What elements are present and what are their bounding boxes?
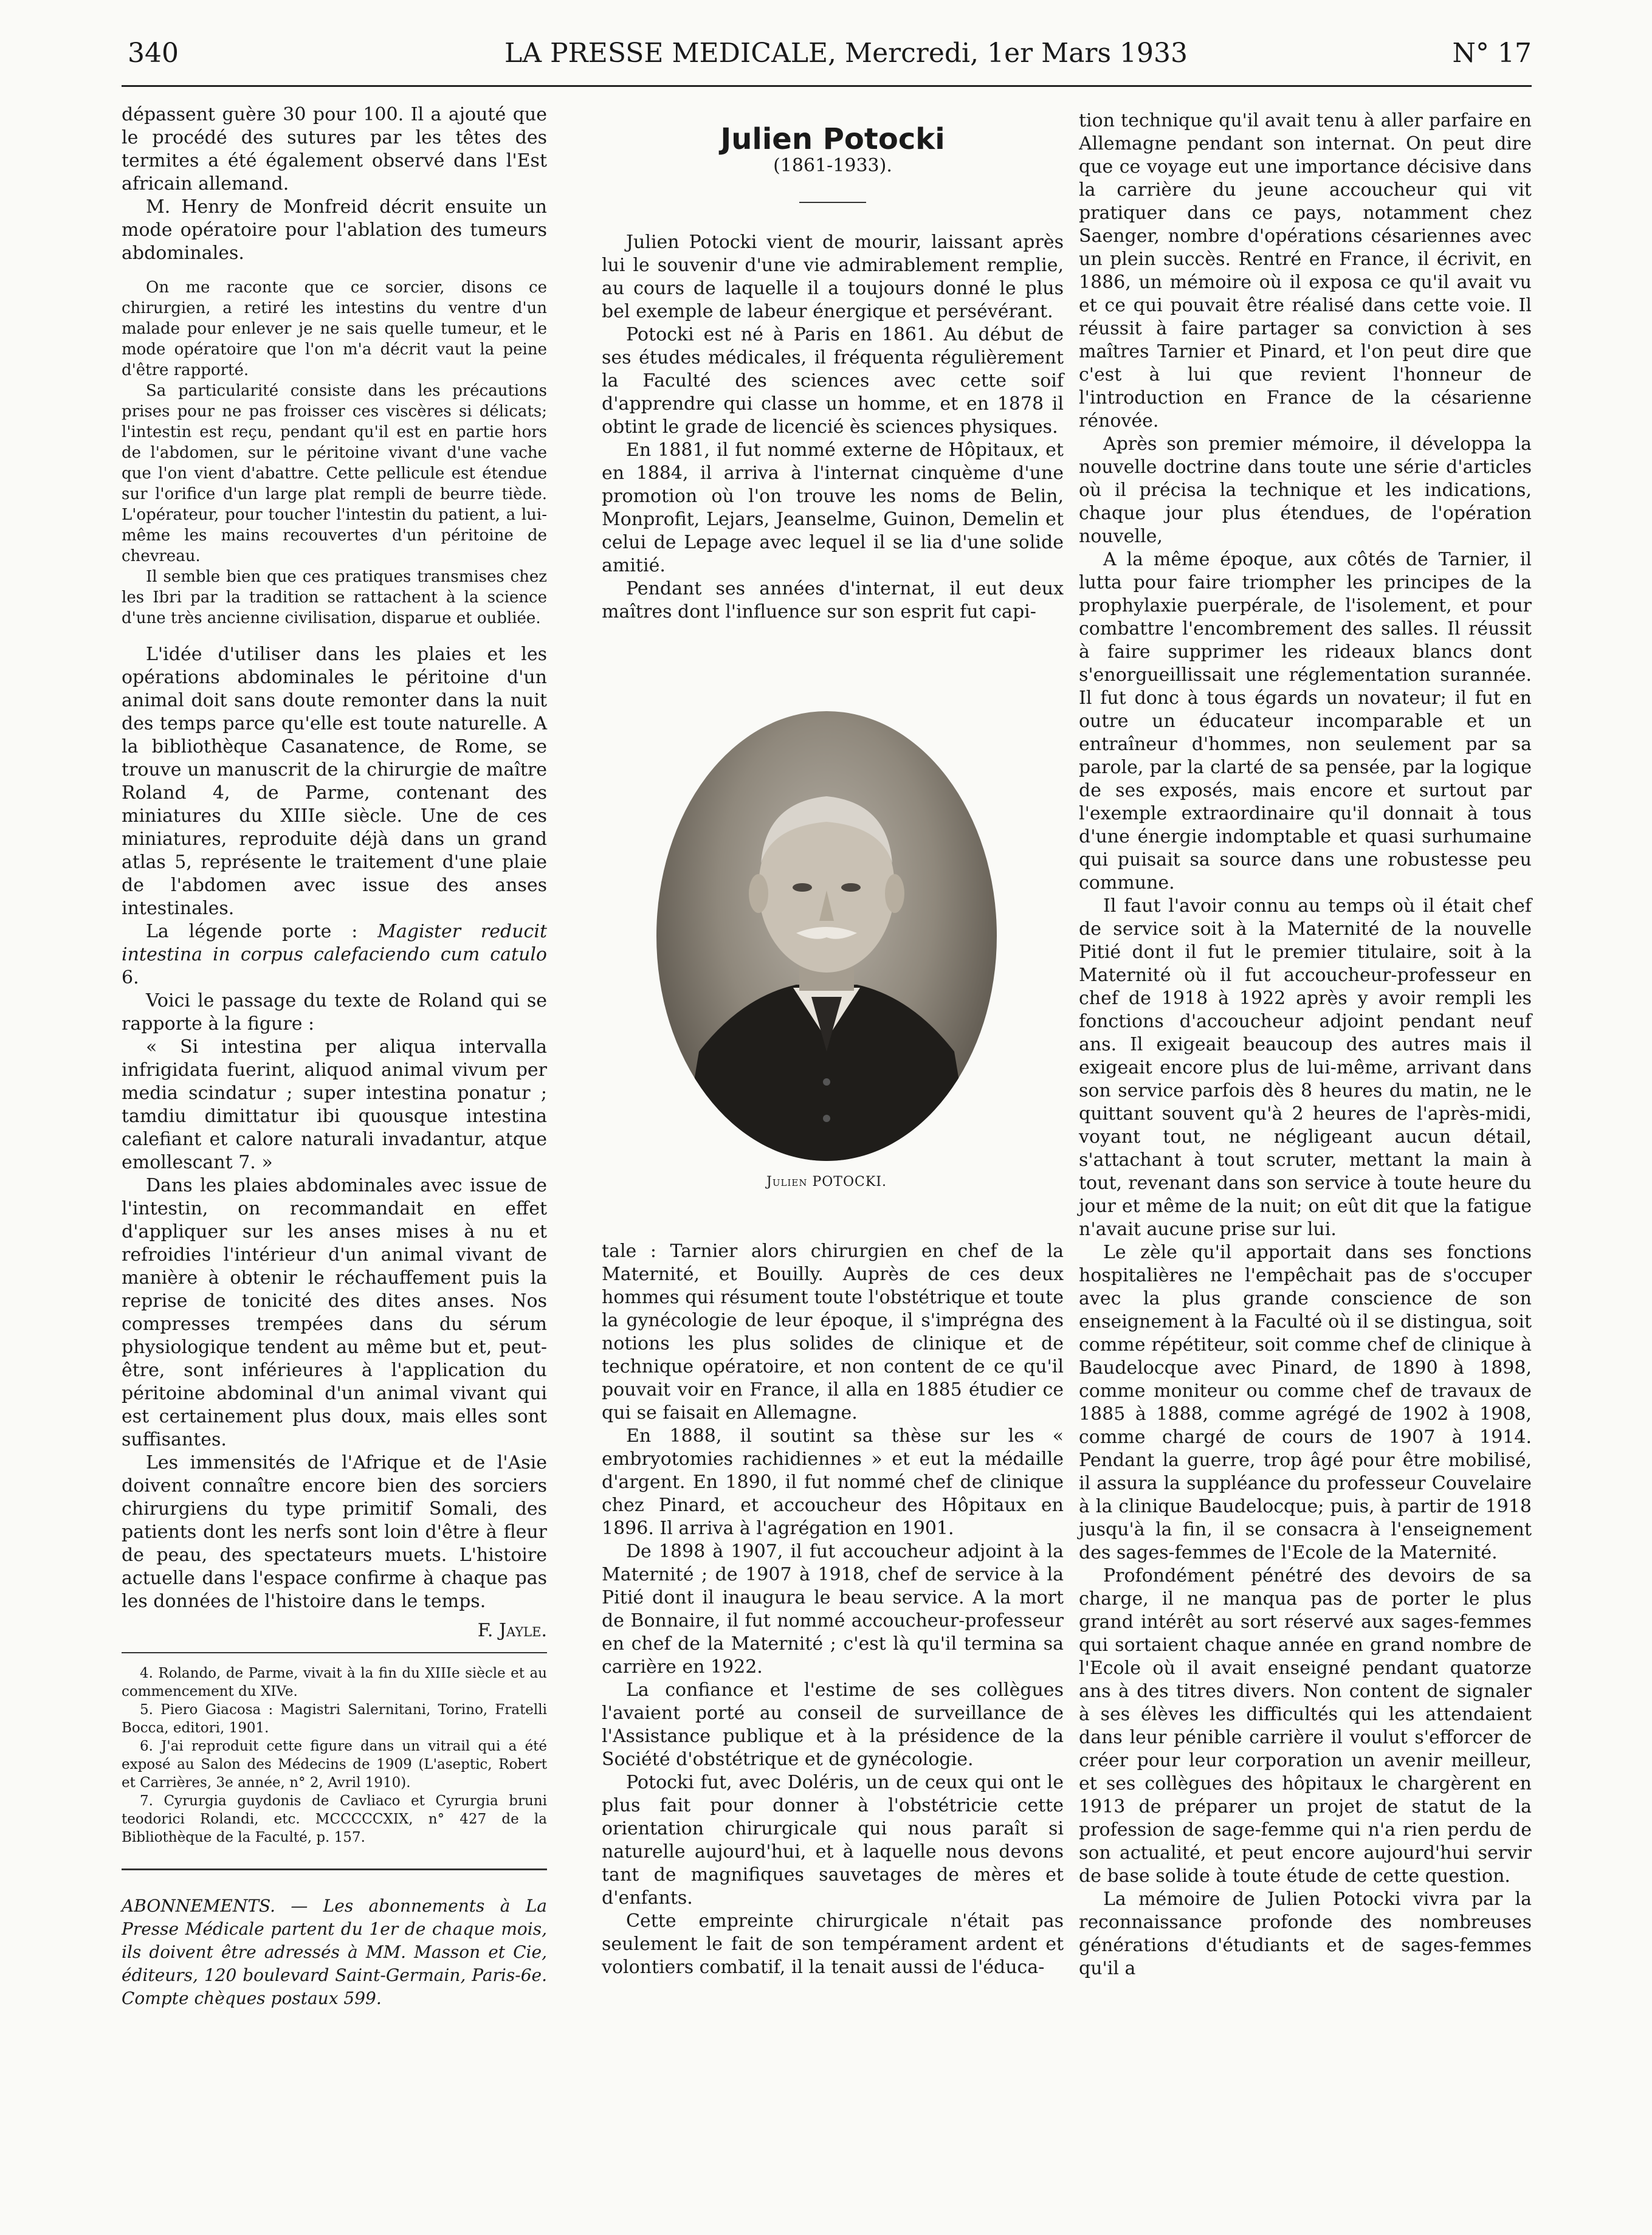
issue-number: N° 17	[1452, 38, 1532, 69]
paragraph: tion technique qu'il avait tenu à aller parfaire en Allemagne pendant son internat. On peut dire que ce voyage eut une importance décisive dans la carrière du jeune accoucheur qui vit pratiquer dans ce pays, notamment chez Saenger, nombre d'opérations césariennes avec un plein succès. Rentré en France, il écrivit, en 1886, un mémoire où il exposa ce qu'il avait vu et ce qui pouvait être réalisé dans cette voie. Il réussit à faire partager sa conviction à ses maîtres Tarnier et Pinard, et l'on peut dire que c'est à lui que revient l'honneur de l'introduction en France de la césarienne rénovée.	[1079, 110, 1532, 432]
paragraph: Potocki est né à Paris en 1861. Au début de ses études médicales, il fréquenta régulièrement la Faculté des sciences avec cette soif d'apprendre qui classe un homme, et en 1878 il obtint le grade de licencié ès sciences physiques.	[602, 324, 1064, 438]
paragraph: De 1898 à 1907, il fut accoucheur adjoint à la Maternité ; de 1907 à 1918, chef de service à la Pitié dont il inaugura le beau service. A la mort de Bonnaire, il fut nommé accoucheur-professeur en chef de la Maternité ; c'est là qu'il termina sa carrière en 1922.	[602, 1541, 1064, 1678]
title-rule	[799, 202, 866, 203]
paragraph: En 1881, il fut nommé externe de Hôpitaux, et en 1884, il arriva à l'internat cinquème d'une promotion où l'on trouve les noms de Belin, Monprofit, Lejars, Jeanselme, Guinon, Demelin et celui de Lepage avec lequel il se lia d'une solide amitié.	[602, 439, 1064, 576]
paragraph: tale : Tarnier alors chirurgien en chef de la Maternité, et Bouilly. Auprès de ces deux hommes qui résument toute l'obstétrique et toute la gynécologie de leur époque, il s'imprégna des notions les plus solides de clinique et de technique opératoire, et non content de ce qu'il pouvait voir en France, il alla en 1885 étudier ce qui se faisait en Allemagne.	[602, 1241, 1064, 1424]
column-middle-lower	[602, 1240, 1064, 1979]
journal-title: LA PRESSE MEDICALE, Mercredi, 1er Mars 1933	[504, 38, 1188, 69]
paragraph: Cette empreinte chirurgicale n'était pas seulement le fait de son tempérament ardent et volontiers combatif, il la tenait aussi de l'éduca-	[602, 1910, 1064, 1978]
paragraph: L'idée d'utiliser dans les plaies et les opérations abdominales le péritoine d'un animal doit sans doute remonter dans la nuit des temps parce qu'elle est toute naturelle. A la bibliothèque Casanatence, de Rome, se trouve un manuscrit de la chirurgie de maître Roland 4, de Parme, contenant des miniatures du XIIIe siècle. Une de ces miniatures, reproduite déjà dans un grand atlas 5, représente le traitement d'une plaie de l'abdomen avec issue des anses intestinales.	[122, 644, 547, 919]
column-right	[1079, 109, 1532, 2103]
page-number: 340	[128, 38, 179, 69]
paragraph: Voici le passage du texte de Roland qui se rapporte à la figure :	[122, 990, 547, 1035]
paragraph: En 1888, il soutint sa thèse sur les « embryotomies rachidiennes » et eut la médaille d'argent. En 1890, il fut nommé chef de clinique chez Pinard, et accoucheur des Hôpitaux en 1896. Il arriva à l'agrégation en 1901.	[602, 1425, 1064, 1539]
paragraph: M. Henry de Monfreid décrit ensuite un mode opératoire pour l'ablation des tumeurs abdominales.	[122, 196, 547, 264]
footnote: 6. J'ai reproduit cette figure dans un vitrail qui a été exposé au Salon des Médecins de 1909 (L'aseptic, Robert et Carrières, 3e année, n° 2, Avril 1910).	[122, 1738, 547, 1791]
paragraph: Il faut l'avoir connu au temps où il était chef de service soit à la Maternité de la nouvelle Pitié dont il fut le premier titulaire, soit à la Maternité où il fut accoucheur-professeur en chef de 1918 à 1922 après y avoir rempli les fonctions d'accoucheur adjoint pendant neuf ans. Il exigeait beaucoup des autres mais il exigeait encore plus de lui-même, arrivant dans son service parfois dès 8 heures du matin, ne le quittant souvent qu'à 2 heures de l'après-midi, voyant tout, ne négligeant aucun détail, s'attachant à tout scruter, mettant la main à tout, revenant dans son service à toute heure du jour et même de la nuit; on eût dit que la fatigue n'avait aucune prise sur lui.	[1079, 895, 1532, 1240]
obituary-dates: (1861-1933).	[773, 155, 892, 176]
quote-paragraph: On me raconte que ce sorcier, disons ce chirurgien, a retiré les intestins du ventre d'un malade pour enlever je ne sais quelle tumeur, et le mode opératoire que l'on m'a décrit vaut la peine d'être rapporté.	[122, 278, 547, 379]
column-left	[122, 103, 547, 2109]
obituary-title: Julien Potocki	[720, 122, 945, 156]
paragraph: Les immensités de l'Afrique et de l'Asie doivent connaître encore bien des sorciers chirurgiens du type primitif Somali, des patients dont les nerfs sont loin d'être à fleur de peau, des spectateurs muets. L'histoire actuelle dans l'espace confirme à chaque pas les données de l'histoire dans le temps.	[122, 1452, 547, 1612]
paragraph: Potocki fut, avec Doléris, un de ceux qui ont le plus fait pour donner à l'obstétricie cette orientation chirurgicale qui nous paraît si naturelle aujourd'hui, et à laquelle nous devons tant de magnifiques sauvetages de mères et d'enfants.	[602, 1772, 1064, 1909]
portrait-caption: Julien POTOCKI.	[766, 1174, 887, 1190]
paragraph: Profondément pénétré des devoirs de sa charge, il ne manqua pas de porter le plus grand intérêt au sort réservé aux sages-femmes qui sortaient chaque année en grand nombre de l'Ecole où il avait enseigné pendant quatorze ans à des titres divers. Non content de signaler à ses élèves les difficultés qui les attendaient dans leur pénible carrière il voulut s'efforcer de créer pour leur corporation un avenir meilleur, et ses collègues des hôpitaux le chargèrent en 1913 de préparer un projet de statut de la profession de sage-femme qui n'a rien perdu de son actualité, et peut encore aujourd'hui servir de base solide à toute étude de cette question.	[1079, 1565, 1532, 1887]
footnote: 5. Piero Giacosa : Magistri Salernitani, Torino, Fratelli Bocca, editori, 1901.	[122, 1702, 547, 1736]
paragraph: « Si intestina per aliqua intervalla infrigidata fuerint, aliquod animal vivum per media scindatur ; super intestina ponatur ; tamdiu dimittatur ibi quousque intestina calefiant et calore naturali invadantur, atque emollescant 7. »	[122, 1036, 547, 1173]
paragraph: La confiance et l'estime de ses collègues l'avaient porté au conseil de surveillance de l'Assistance publique et à la présidence de la Société d'obstétrique et de gynécologie.	[602, 1679, 1064, 1770]
paragraph: La légende porte : Magister reducit intestina in corpus calefaciendo cum catulo 6.	[122, 921, 548, 988]
notes-divider	[122, 1652, 547, 1653]
abonnements-divider	[122, 1868, 547, 1870]
portrait-photo	[656, 711, 997, 1161]
paragraph: Le zèle qu'il apportait dans ses fonctions hospitalières ne l'empêchait pas de s'occuper avec la plus grande conscience de son enseignement à la Faculté où il se distingua, soit comme répétiteur, soit comme chef de clinique à Baudelocque avec Pinard, de 1890 à 1898, comme moniteur ou comme chef de travaux de 1885 à 1888, comme agrégé de 1902 à 1908, comme chargé de cours de 1907 à 1914. Pendant la guerre, trop âgé pour être mobilisé, il assura la suppléance du professeur Couvelaire à la clinique Baudelocque; puis, à partir de 1918 jusqu'à la fin, il se consacra à l'enseignement des sages-femmes de l'Ecole de la Maternité.	[1079, 1242, 1532, 1563]
paragraph: Julien Potocki vient de mourir, laissant après lui le souvenir d'une vie admirablement remplie, au cours de laquelle il a toujours donné le plus bel exemple de labeur énergique et persévérant.	[602, 232, 1064, 322]
page-header	[128, 38, 1532, 86]
author-signature: F. Jayle.	[477, 1620, 547, 1641]
paragraph: dépassent guère 30 pour 100. Il a ajouté que le procédé des sutures par les têtes des termites a été également observé dans l'Est africain allemand.	[122, 104, 547, 195]
quote-paragraph: Sa particularité consiste dans les précautions prises pour ne pas froisser ces viscères si délicats; l'intestin est reçu, pendant qu'il est en partie hors de l'abdomen, sur le péritoine vivant d'une vache que l'on vient d'abattre. Cette pellicule est étendue sur l'orifice d'un large plat rempli de beurre tiède. L'opérateur, pour toucher l'intestin du patient, a lui-même les mains recouvertes d'un péritoine de chevreau.	[122, 382, 547, 565]
paragraph: Dans les plaies abdominales avec issue de l'intestin, on recommandait en effet d'appliquer sur les anses mises à nu et refroidies l'intérieur d'un animal vivant de manière à obtenir le réchauffement puis la reprise de tonicité des dites anses. Nos compresses trempées dans du sérum physiologique tendent au même but et, peut-être, sont inférieures à l'application du péritoine abdominal d'un animal vivant qui est certainement plus doux, mais elles sont suffisantes.	[122, 1175, 547, 1450]
footnotes	[122, 1664, 547, 1847]
abonnements-notice: ABONNEMENTS. — Les abonnements à La Presse Médicale partent du 1er de chaque mois, ils doivent être adressés à MM. Masson et Cie, éditeurs, 120 boulevard Saint-Germain, Paris-6e. Compte chèques postaux 599.	[122, 1896, 547, 2008]
footnote: 7. Cyrurgia guydonis de Cavliaco et Cyrurgia bruni teodorici Rolandi, etc. MCCCCCXIX, n° 427 de la Bibliothèque de la Faculté, p. 157.	[122, 1793, 547, 1845]
paragraph: Pendant ses années d'internat, il eut deux maîtres dont l'influence sur son esprit fut capi-	[602, 578, 1064, 622]
quote-paragraph: Il semble bien que ces pratiques transmises chez les Ibri par la tradition se rattachent à la science d'une très ancienne civilisation, disparue et oubliée.	[122, 568, 547, 627]
paragraph: Après son premier mémoire, il développa la nouvelle doctrine dans toute une série d'articles où il précisa la technique et les indications, chaque jour plus étendues, de l'opération nouvelle,	[1079, 433, 1532, 547]
footnote: 4. Rolando, de Parme, vivait à la fin du XIIIe siècle et au commencement du XIVe.	[122, 1665, 547, 1699]
paragraph: A la même époque, aux côtés de Tarnier, il lutta pour faire triompher les principes de la prophylaxie puerpérale, de l'isolement, et pour combattre l'encombrement des salles. Il réussit à faire supprimer les rideaux blancs dont s'enorgueillissait une réglementation surannée. Il fut donc à tous égards un novateur; il fut en outre un éducateur incomparable et un entraîneur d'hommes, non seulement par sa parole, par la clarté de sa pensée, par la logique de ses exposés, mais encore et surtout par l'exemple extraordinaire qu'il donnait à tous d'une énergie indomptable et quasi surhumaine qui puisait sa source dans une robustesse peu commune.	[1079, 549, 1532, 894]
paragraph: La mémoire de Julien Potocki vivra par la reconnaissance profonde des nombreuses générations d'étudiants et de sages-femmes qu'il a	[1079, 1889, 1532, 1979]
header-rule	[122, 85, 1532, 87]
portrait-figure	[638, 711, 1015, 1210]
